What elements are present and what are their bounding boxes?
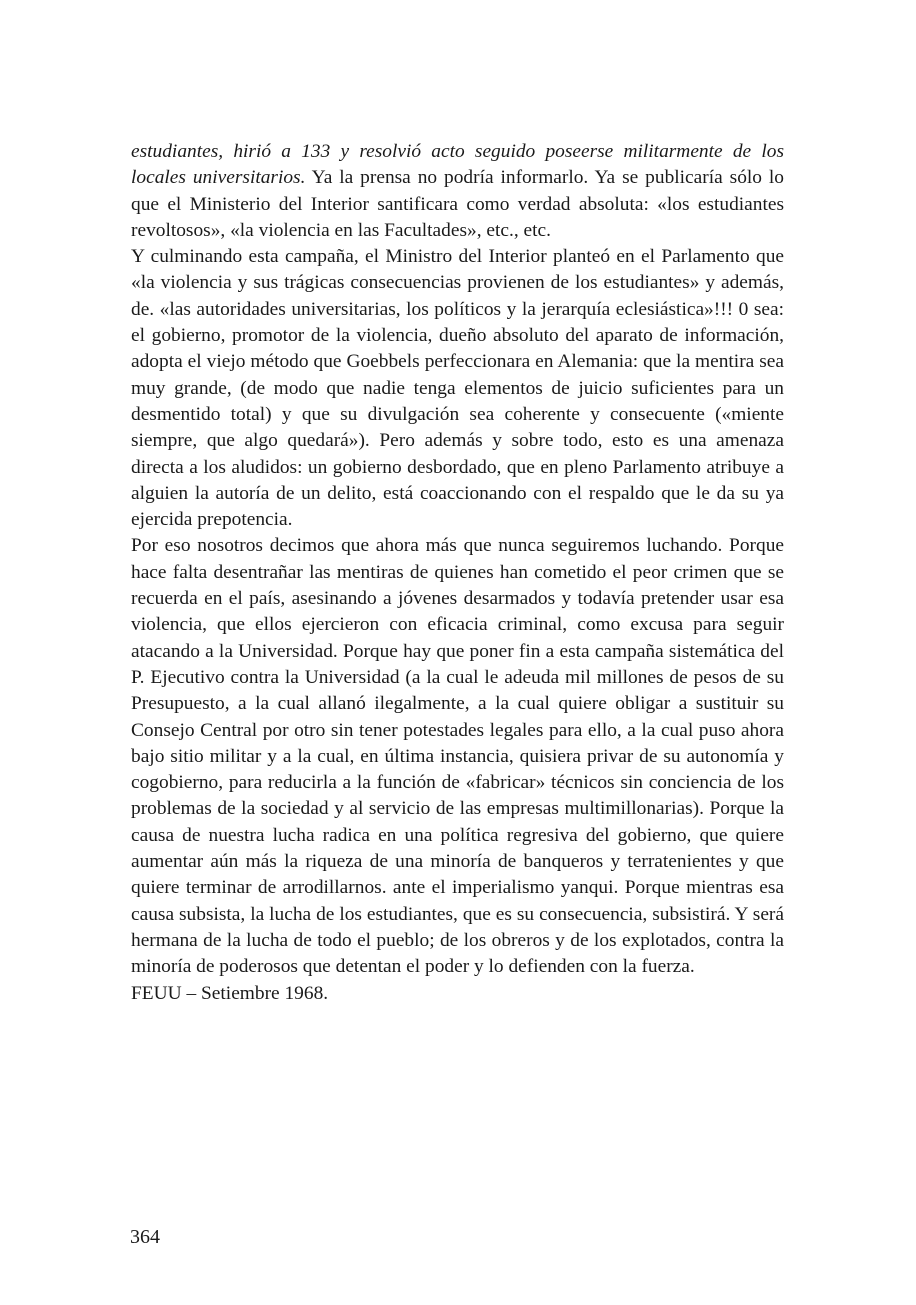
italic-lead-text: estudiantes, hirió a 133 y resolvió acto seguido poseerse militarmente de los locales universitarios. [131, 141, 784, 189]
paragraph-1-text: Ya la prensa no podría informarlo. Ya se publicaría sólo lo que el Ministerio del Interior santificara como verdad absoluta: «los estudiantes revoltosos», «la violencia en las Facultades», etc., etc. [131, 167, 784, 241]
paragraph-2: Y culminando esta campaña, el Ministro del Interior planteó en el Parlamento que «la violencia y sus trágicas consecuencias provienen de los estudiantes» y además, de. «las autoridades universitarias, los políticos y la jerarquía eclesiástica»!!! 0 sea: el gobierno, promotor de la violencia, dueño absoluto del aparato de información, adopta el viejo método que Goebbels perfeccionara en Alemania: que la mentira sea muy grande, (de modo que nadie tenga elementos de juicio suficientes para un desmentido total) y que su divulgación sea coherente y consecuente («miente siempre, que algo quedará»). Pero además y sobre todo, esto es una amenaza directa a los aludidos: un gobierno desbordado, que en pleno Parlamento atribuye a alguien la autoría de un delito, está coaccionando con el respaldo que le da su ya ejercida prepotencia. [131, 246, 784, 531]
paragraph-3: Por eso nosotros decimos que ahora más que nunca seguiremos luchando. Porque hace falta desentrañar las mentiras de quienes han cometido el peor crimen que se recuerda en el país, asesinando a jóvenes desarmados y todavía pretender usar esa violencia, que ellos ejercieron con eficacia criminal, como excusa para seguir atacando a la Universidad. Porque hay que poner fin a esta campaña sistemática del P. Ejecutivo contra la Universidad (a la cual le adeuda mil millones de pesos de su Presupuesto, a la cual allanó ilegalmente, a la cual quiere obligar a sustituir su Consejo Central por otro sin tener potestades legales para ello, a la cual puso ahora bajo sitio militar y a la cual, en última instancia, quisiera privar de su autonomía y cogobierno, para reducirla a la función de «fabricar» técnicos sin conciencia de los problemas de la sociedad y al servicio de las empresas multimillonarias). Porque la causa de nuestra lucha radica en una política regresiva del gobierno, que quiere aumentar aún más la riqueza de una minoría de banqueros y terratenientes y que quiere terminar de arrodillarnos. ante el imperialismo yanqui. Porque mientras esa causa subsista, la lucha de los estudiantes, que es su consecuencia, subsistirá. Y será hermana de la lucha de todo el pueblo; de los obreros y de los explotados, contra la minoría de poderosos que detentan el poder y lo defienden con la fuerza. [131, 535, 784, 978]
body-text [131, 139, 784, 1007]
paragraph-1 [131, 139, 784, 244]
page-number: 364 [130, 1226, 160, 1248]
signature-line: FEUU – Setiembre 1968. [131, 982, 329, 1004]
